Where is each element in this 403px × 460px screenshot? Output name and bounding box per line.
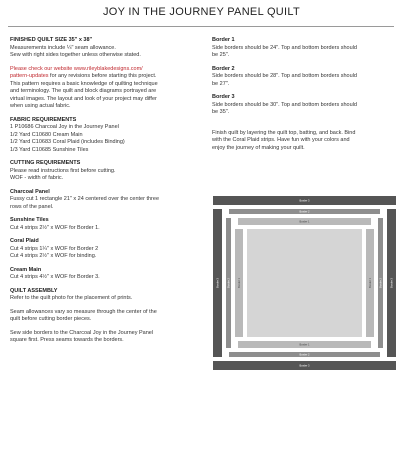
border2-left-label: Border 2 (227, 278, 231, 288)
border3-line: Side borders should be 30". Top and bottom borders should (212, 101, 357, 108)
cutting-line: Please read instructions first before cutting. (10, 167, 116, 174)
border1-heading: Border 1 (212, 37, 235, 43)
border3-bottom-label: Border 3 (299, 364, 310, 368)
fabric-line: 1/2 Yard C10680 Cream Main (10, 131, 83, 138)
sunshine-line: Cut 4 strips 2½" x WOF for Border 1. (10, 224, 100, 231)
website-link[interactable]: www.rileyblakedesigns.com/ (73, 65, 143, 72)
border1-line: be 25". (212, 52, 230, 58)
border3-top-label: Border 3 (299, 199, 310, 203)
border3-line: be 35". (212, 109, 230, 115)
title-divider (8, 26, 394, 27)
border1-top-label: Border 1 (299, 220, 310, 224)
border1-bottom-label: Border 1 (299, 343, 310, 347)
charcoal-line: Fussy cut 1 rectangle 21" x 24 centered over the center three (10, 196, 160, 202)
border3-heading: Border 3 (212, 94, 235, 100)
assembly-heading: QUILT ASSEMBLY (10, 287, 58, 294)
finish-line: with the Coral Plaid strips. Have fun with your colors and (212, 137, 350, 143)
left-column (10, 37, 205, 345)
page-title: JOY IN THE JOURNEY PANEL QUILT (102, 6, 301, 18)
assembly-line: square first. Press seams towards the borders. (10, 337, 124, 343)
border2-heading: Border 2 (212, 65, 235, 72)
assembly-line: Seam allowances vary so measure through the center of the (10, 308, 157, 315)
assembly-line: Refer to the quilt photo for the placement of prints. (10, 295, 133, 301)
info-line: virtual images. The layout and look of your project may differ (10, 95, 157, 102)
info-line: This pattern requires a basic knowledge of quilting technique (10, 80, 158, 87)
website-rest: for any revisions before starting this project. (48, 73, 157, 79)
info-line: when using actual fabric. (10, 103, 71, 109)
right-column (212, 37, 394, 152)
fabric-heading: FABRIC REQUIREMENTS (10, 116, 77, 123)
border1-right-label: Border 1 (368, 278, 372, 288)
coral-heading: Coral Plaid (10, 238, 39, 244)
finish-line: Finish quilt by layering the quilt top, batting, and back. Bind (212, 129, 356, 136)
cutting-line: WOF - width of fabric. (10, 175, 64, 181)
cutting-heading: CUTTING REQUIREMENTS (10, 160, 81, 166)
fabric-line: 1 P10686 Charcoal Joy in the Journey Panel (10, 124, 119, 130)
finished-line: Sew with right sides together unless otherwise stated. (10, 52, 141, 58)
website-line-2 (10, 73, 205, 81)
website-intro: Please check our website (10, 65, 74, 72)
assembly-line: quilt before cutting border pieces. (10, 316, 92, 322)
coral-line: Cut 4 strips 1¼" x WOF for Border 2 (10, 245, 99, 252)
finished-line: Measurements include ¼" seam allowance. (10, 44, 116, 51)
charcoal-heading: Charcoal Panel (10, 188, 50, 195)
border2-line: Side borders should be 28". Top and bottom borders should (212, 73, 357, 79)
border1-line: Side borders should be 24". Top and bottom borders should (212, 44, 357, 51)
border3-right-label: Border 3 (390, 278, 394, 288)
border2-top-label: Border 2 (299, 210, 310, 214)
assembly-line: Sew side borders to the Charcoal Joy in the Journey Panel (10, 329, 154, 336)
cream-line: Cut 4 strips 4½" x WOF for Border 3. (10, 274, 100, 280)
website-line-1 (10, 66, 205, 74)
fabric-line: 1/3 Yard C10685 Sunshine Tiles (10, 146, 89, 153)
border3-left-label: Border 3 (216, 278, 220, 288)
sunshine-heading: Sunshine Tiles (10, 217, 49, 223)
border2-bottom-label: Border 2 (299, 353, 310, 357)
website-link-cont[interactable]: pattern-updates (10, 73, 49, 79)
finish-line: enjoy the journey of making your quilt. (212, 144, 305, 151)
charcoal-line: rows of the panel. (10, 203, 54, 210)
cream-heading: Cream Main (10, 266, 42, 273)
info-line: and terminology. The quilt and block diagrams portrayed are (10, 88, 157, 94)
quilt-diagram (213, 196, 396, 370)
border2-line: be 27". (212, 80, 230, 87)
border2-right-label: Border 2 (379, 278, 383, 288)
finished-size-heading: FINISHED QUILT SIZE 35" x 38" (10, 37, 93, 43)
border1-left-label: Border 1 (237, 278, 241, 288)
fabric-line: 1/2 Yard C10683 Coral Plaid (includes Binding) (10, 139, 125, 145)
center-panel (247, 229, 362, 337)
coral-line: Cut 4 strips 2½" x WOF for binding. (10, 253, 97, 259)
